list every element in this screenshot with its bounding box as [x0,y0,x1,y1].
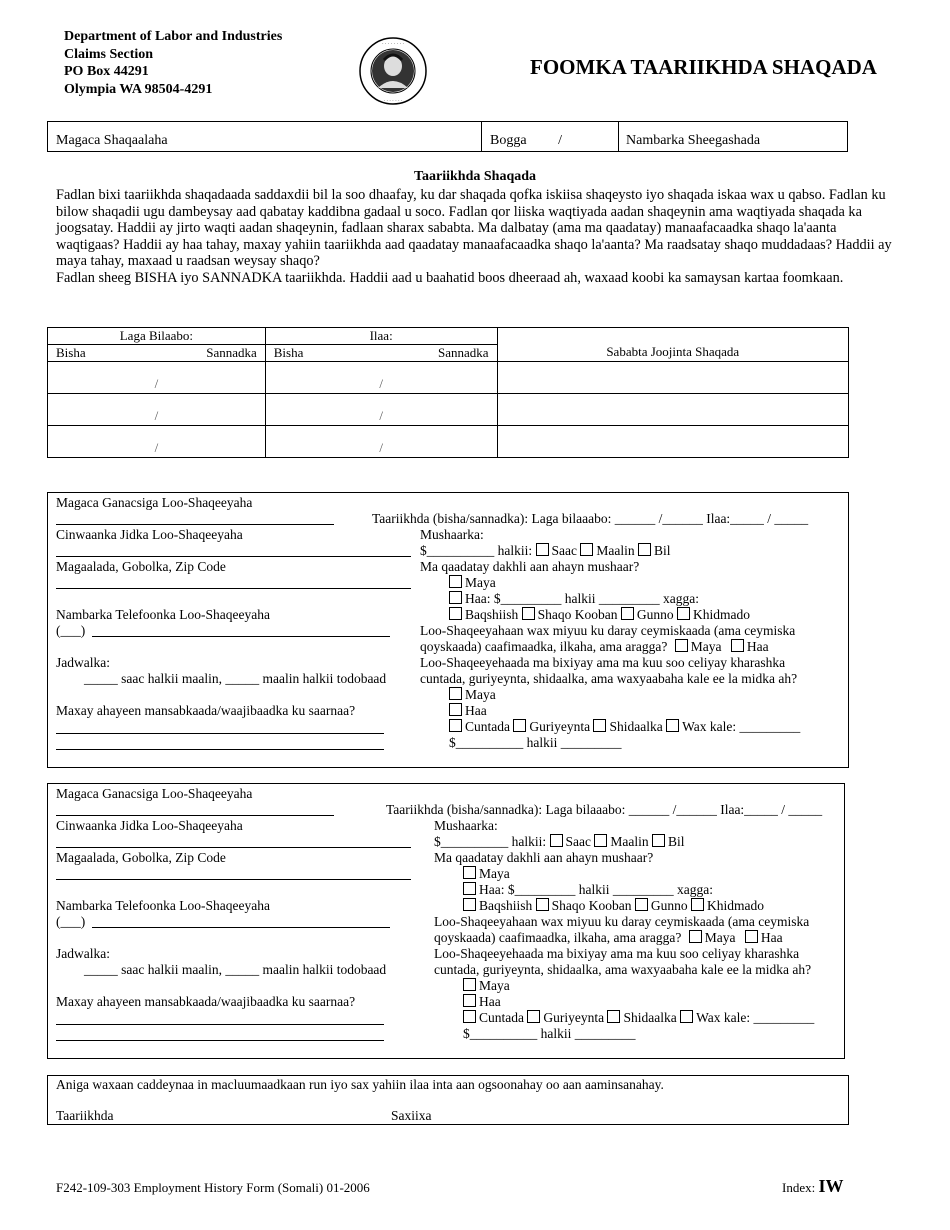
agency-address [64,28,282,98]
instructions-paragraph-2: Fadlan sheeg BISHA iyo SANNADKA taariikhda. Haddii aad u baahatid boos dheeraad ah, waxaad koobi ka samaysan kartaa foomkaan. [56,269,844,286]
cost-amount[interactable]: $__________ halkii _________ [463,1026,636,1041]
employer-name-input[interactable] [56,524,334,525]
commission-checkbox[interactable] [677,607,690,620]
no-checkbox [463,866,476,879]
employer-name-label: Magaca Ganacsiga Loo-Shaqeeyaha [56,495,253,510]
city-state-zip-label: Magaalada, Gobolka, Zip Code [56,850,226,865]
housing-checkbox[interactable] [513,719,526,732]
schedule-label: Jadwalka: [56,655,110,670]
other-income-question: Ma qaadatay dakhli aan ahayn mushaar? [434,850,654,865]
from-date-cell[interactable]: / [48,362,266,394]
to-header: Ilaa: [265,328,497,345]
income-type-row: Baqshiish Shaqo Kooban Gunno Khidmado [449,607,750,623]
income-type-row: Baqshiish Shaqo Kooban Gunno Khidmado [463,898,764,914]
employer-section-1 [47,492,849,768]
from-subheader: Bisha Sannadka [48,345,266,362]
wage-label: Mushaarka: [420,527,484,542]
phone-area-code: (___) [56,914,86,929]
yes-checkbox [463,882,476,895]
to-date-cell[interactable]: / [265,362,497,394]
agency-section: Claims Section [64,46,154,62]
table-row [48,394,849,426]
identification-box [47,121,848,152]
per-month-checkbox[interactable] [638,543,651,556]
to-date-cell[interactable]: / [265,394,497,426]
certification-statement: Aniga waxaan caddeynaa in macluumaadkaan run iyo sax yahiin ilaa inta aan ogsoonahay oo aan aaminsanahay. [56,1077,664,1092]
certification-box [47,1075,849,1125]
employer-address-input[interactable] [56,556,411,557]
costs-question-line-1: Loo-Shaqeeyehaada ma bixiyay ama ma kuu soo celiyay kharashka [420,655,786,670]
employment-dates[interactable]: Taariikhda (bisha/sannadka): Laga bilaaabo: ______ /______ Ilaa:_____ / _____ [386,802,823,817]
yes-checkbox [449,703,462,716]
no-checkbox [449,575,462,588]
housing-checkbox[interactable] [527,1010,540,1023]
svg-text:· · · · · · ·: · · · · · · · [383,99,403,104]
phone-area-code: (___) [56,623,86,638]
other-income-yes[interactable]: Haa: $_________ halkii _________ xagga: [449,591,699,607]
table-row [48,362,849,394]
per-hour-checkbox[interactable] [536,543,549,556]
other-checkbox[interactable] [666,719,679,732]
reason-header: Sababta Joojinta Shaqada [497,328,848,362]
fuel-checkbox[interactable] [593,719,606,732]
employment-dates[interactable]: Taariikhda (bisha/sannadka): Laga bilaaabo: ______ /______ Ilaa:_____ / _____ [372,511,809,526]
commission-checkbox[interactable] [691,898,704,911]
insurance-no-checkbox[interactable] [675,639,688,652]
wage-amount[interactable]: $__________ halkii: [434,834,547,849]
city-state-zip-input[interactable] [56,879,411,880]
date-field[interactable]: Taariikhda [56,1108,114,1123]
duties-input-2[interactable] [56,1040,384,1041]
duties-input-1[interactable] [56,1024,384,1025]
tips-checkbox[interactable] [463,898,476,911]
employer-address-label: Cinwaanka Jidka Loo-Shaqeeyaha [56,527,243,542]
duties-question: Maxay ahayeen mansabkaada/waajibaadka ku saarnaa? [56,703,356,718]
insurance-no-checkbox[interactable] [689,930,702,943]
page-separator: / [558,133,562,148]
yes-checkbox [463,994,476,1007]
to-subheader: Bisha Sannadka [265,345,497,362]
reason-cell[interactable] [497,362,848,394]
schedule-label: Jadwalka: [56,946,110,961]
cost-type-row: Cuntada Guriyeynta Shidaalka Wax kale: _________ [463,1010,814,1026]
city-state-zip-input[interactable] [56,588,411,589]
other-income-no[interactable]: Maya [449,575,496,591]
page-label: Bogga [490,133,527,148]
agency-po-box: PO Box 44291 [64,64,149,79]
overtime-checkbox[interactable] [522,607,535,620]
claim-number-field[interactable]: Nambarka Sheegashada [626,133,761,148]
insurance-question-line-2: qoyskaada) caafimaadka, ilkaha, ama aragga? Maya Haa [434,930,783,945]
svg-text:· · · · · · · ·: · · · · · · · · [381,42,405,47]
other-income-question: Ma qaadatay dakhli aan ahayn mushaar? [420,559,640,574]
insurance-yes-checkbox[interactable] [731,639,744,652]
costs-question-line-1: Loo-Shaqeeyehaada ma bixiyay ama ma kuu soo celiyay kharashka [434,946,800,961]
bonus-checkbox[interactable] [635,898,648,911]
employer-address-input[interactable] [56,847,411,848]
to-date-cell[interactable]: / [265,426,497,458]
index-value: IW [818,1176,844,1196]
no-checkbox [449,687,462,700]
schedule-detail[interactable]: _____ saac halkii maalin, _____ maalin halkii todobaad [84,671,387,686]
unemployment-dates-table [47,327,849,458]
state-seal-icon [358,36,428,106]
yes-checkbox [449,591,462,604]
food-checkbox[interactable] [463,1010,476,1023]
no-checkbox [463,978,476,991]
form-title: FOOMKA TAARIIKHDA SHAQADA [530,55,877,79]
from-date-cell[interactable]: / [48,426,266,458]
wage-row: $__________ halkii: Saac Maalin Bil [434,834,685,849]
costs-yes[interactable]: Haa [449,703,487,719]
wage-label: Mushaarka: [434,818,498,833]
costs-question-line-2: cuntada, guriyeynta, shidaalka, ama waxyaabaha kale ee la midka ah? [434,962,812,977]
cost-amount[interactable]: $__________ halkii _________ [449,735,622,750]
signature-field[interactable]: Saxiixa [391,1108,432,1123]
per-month-checkbox[interactable] [652,834,665,847]
wage-amount[interactable]: $__________ halkii: [420,543,533,558]
bonus-checkbox[interactable] [621,607,634,620]
insurance-yes-checkbox[interactable] [745,930,758,943]
cost-type-row: Cuntada Guriyeynta Shidaalka Wax kale: _________ [449,719,800,735]
costs-yes[interactable]: Haa [463,994,501,1010]
wage-row: $__________ halkii: Saac Maalin Bil [420,543,671,558]
costs-no[interactable]: Maya [463,978,510,994]
agency-name: Department of Labor and Industries [64,29,283,44]
instructions-heading: Taariikhda Shaqada [413,169,537,184]
duties-input-2[interactable] [56,749,384,750]
reason-cell[interactable] [497,394,848,426]
from-date-cell[interactable]: / [48,394,266,426]
tips-checkbox[interactable] [449,607,462,620]
index-label: Index: [782,1180,816,1195]
employer-address-label: Cinwaanka Jidka Loo-Shaqeeyaha [56,818,243,833]
instructions-paragraph-1: Fadlan bixi taariikhda shaqadaada saddaxdii bil la soo dhaafay, ku dar shaqada qofka iskiisa shaqeysto iyo shaqada iskaa wax u qabso. Fadlan ku bilow shaqadii ugu dambeysay aad qabatay kaddibna gadaal u soco. Fadlan qor liiska waqtiyada aadan shaqeynin ama waqtiyada shaqada ka joogsatay. Haddii ay jirto waqti aadan shaqeynin, fadlaan sharax sababta. Ma dalbatay (ama ma qaadatay) manaafacaadka shaqo la'aanta waqtigaas? Haddii ay haa tahay, maxay yahiin taariikhda aad qaadatay manaafacaadka shaqo la'aanta? Ma raadsatay shaqo muddadaas? Haddii ay maya tahay, maxaad u raadsan weysay shaqo? [56,187,892,269]
employer-phone-input[interactable] [92,636,390,637]
instructions-text [56,187,901,286]
city-state-zip-label: Magaalada, Gobolka, Zip Code [56,559,226,574]
duties-question: Maxay ahayeen mansabkaada/waajibaadka ku saarnaa? [56,994,356,1009]
employer-name-label: Magaca Ganacsiga Loo-Shaqeeyaha [56,786,253,801]
schedule-detail[interactable]: _____ saac halkii maalin, _____ maalin halkii todobaad [84,962,387,977]
page-number-field[interactable] [490,122,562,151]
costs-no[interactable]: Maya [449,687,496,703]
per-day-checkbox[interactable] [594,834,607,847]
employer-phone-label: Nambarka Telefoonka Loo-Shaqeeyaha [56,898,270,913]
food-checkbox[interactable] [449,719,462,732]
agency-city: Olympia WA 98504-4291 [64,81,213,97]
overtime-checkbox[interactable] [536,898,549,911]
from-header: Laga Bilaabo: [48,328,266,345]
employer-phone-label: Nambarka Telefoonka Loo-Shaqeeyaha [56,607,270,622]
insurance-question-line-1: Loo-Shaqeeyahaan wax miyuu ku daray ceymiskaada (ama ceymiska [434,914,810,929]
costs-question-line-2: cuntada, guriyeynta, shidaalka, ama waxyaabaha kale ee la midka ah? [420,671,798,686]
per-day-checkbox[interactable] [580,543,593,556]
reason-cell[interactable] [497,426,848,458]
form-identifier: F242-109-303 Employment History Form (Somali) 01-2006 [56,1180,370,1195]
employer-name-input[interactable] [56,815,334,816]
other-income-no[interactable]: Maya [463,866,510,882]
employer-phone-input[interactable] [92,927,390,928]
duties-input-1[interactable] [56,733,384,734]
insurance-question-line-2: qoyskaada) caafimaadka, ilkaha, ama aragga? Maya Haa [420,639,769,654]
other-checkbox[interactable] [680,1010,693,1023]
insurance-question-line-1: Loo-Shaqeeyahaan wax miyuu ku daray ceymiskaada (ama ceymiska [420,623,796,638]
fuel-checkbox[interactable] [607,1010,620,1023]
table-row [48,426,849,458]
per-hour-checkbox[interactable] [550,834,563,847]
employer-section-2 [47,783,845,1059]
index-code [782,1176,843,1197]
other-income-yes[interactable]: Haa: $_________ halkii _________ xagga: [463,882,713,898]
worker-name-field[interactable]: Magaca Shaqaalaha [56,133,168,148]
